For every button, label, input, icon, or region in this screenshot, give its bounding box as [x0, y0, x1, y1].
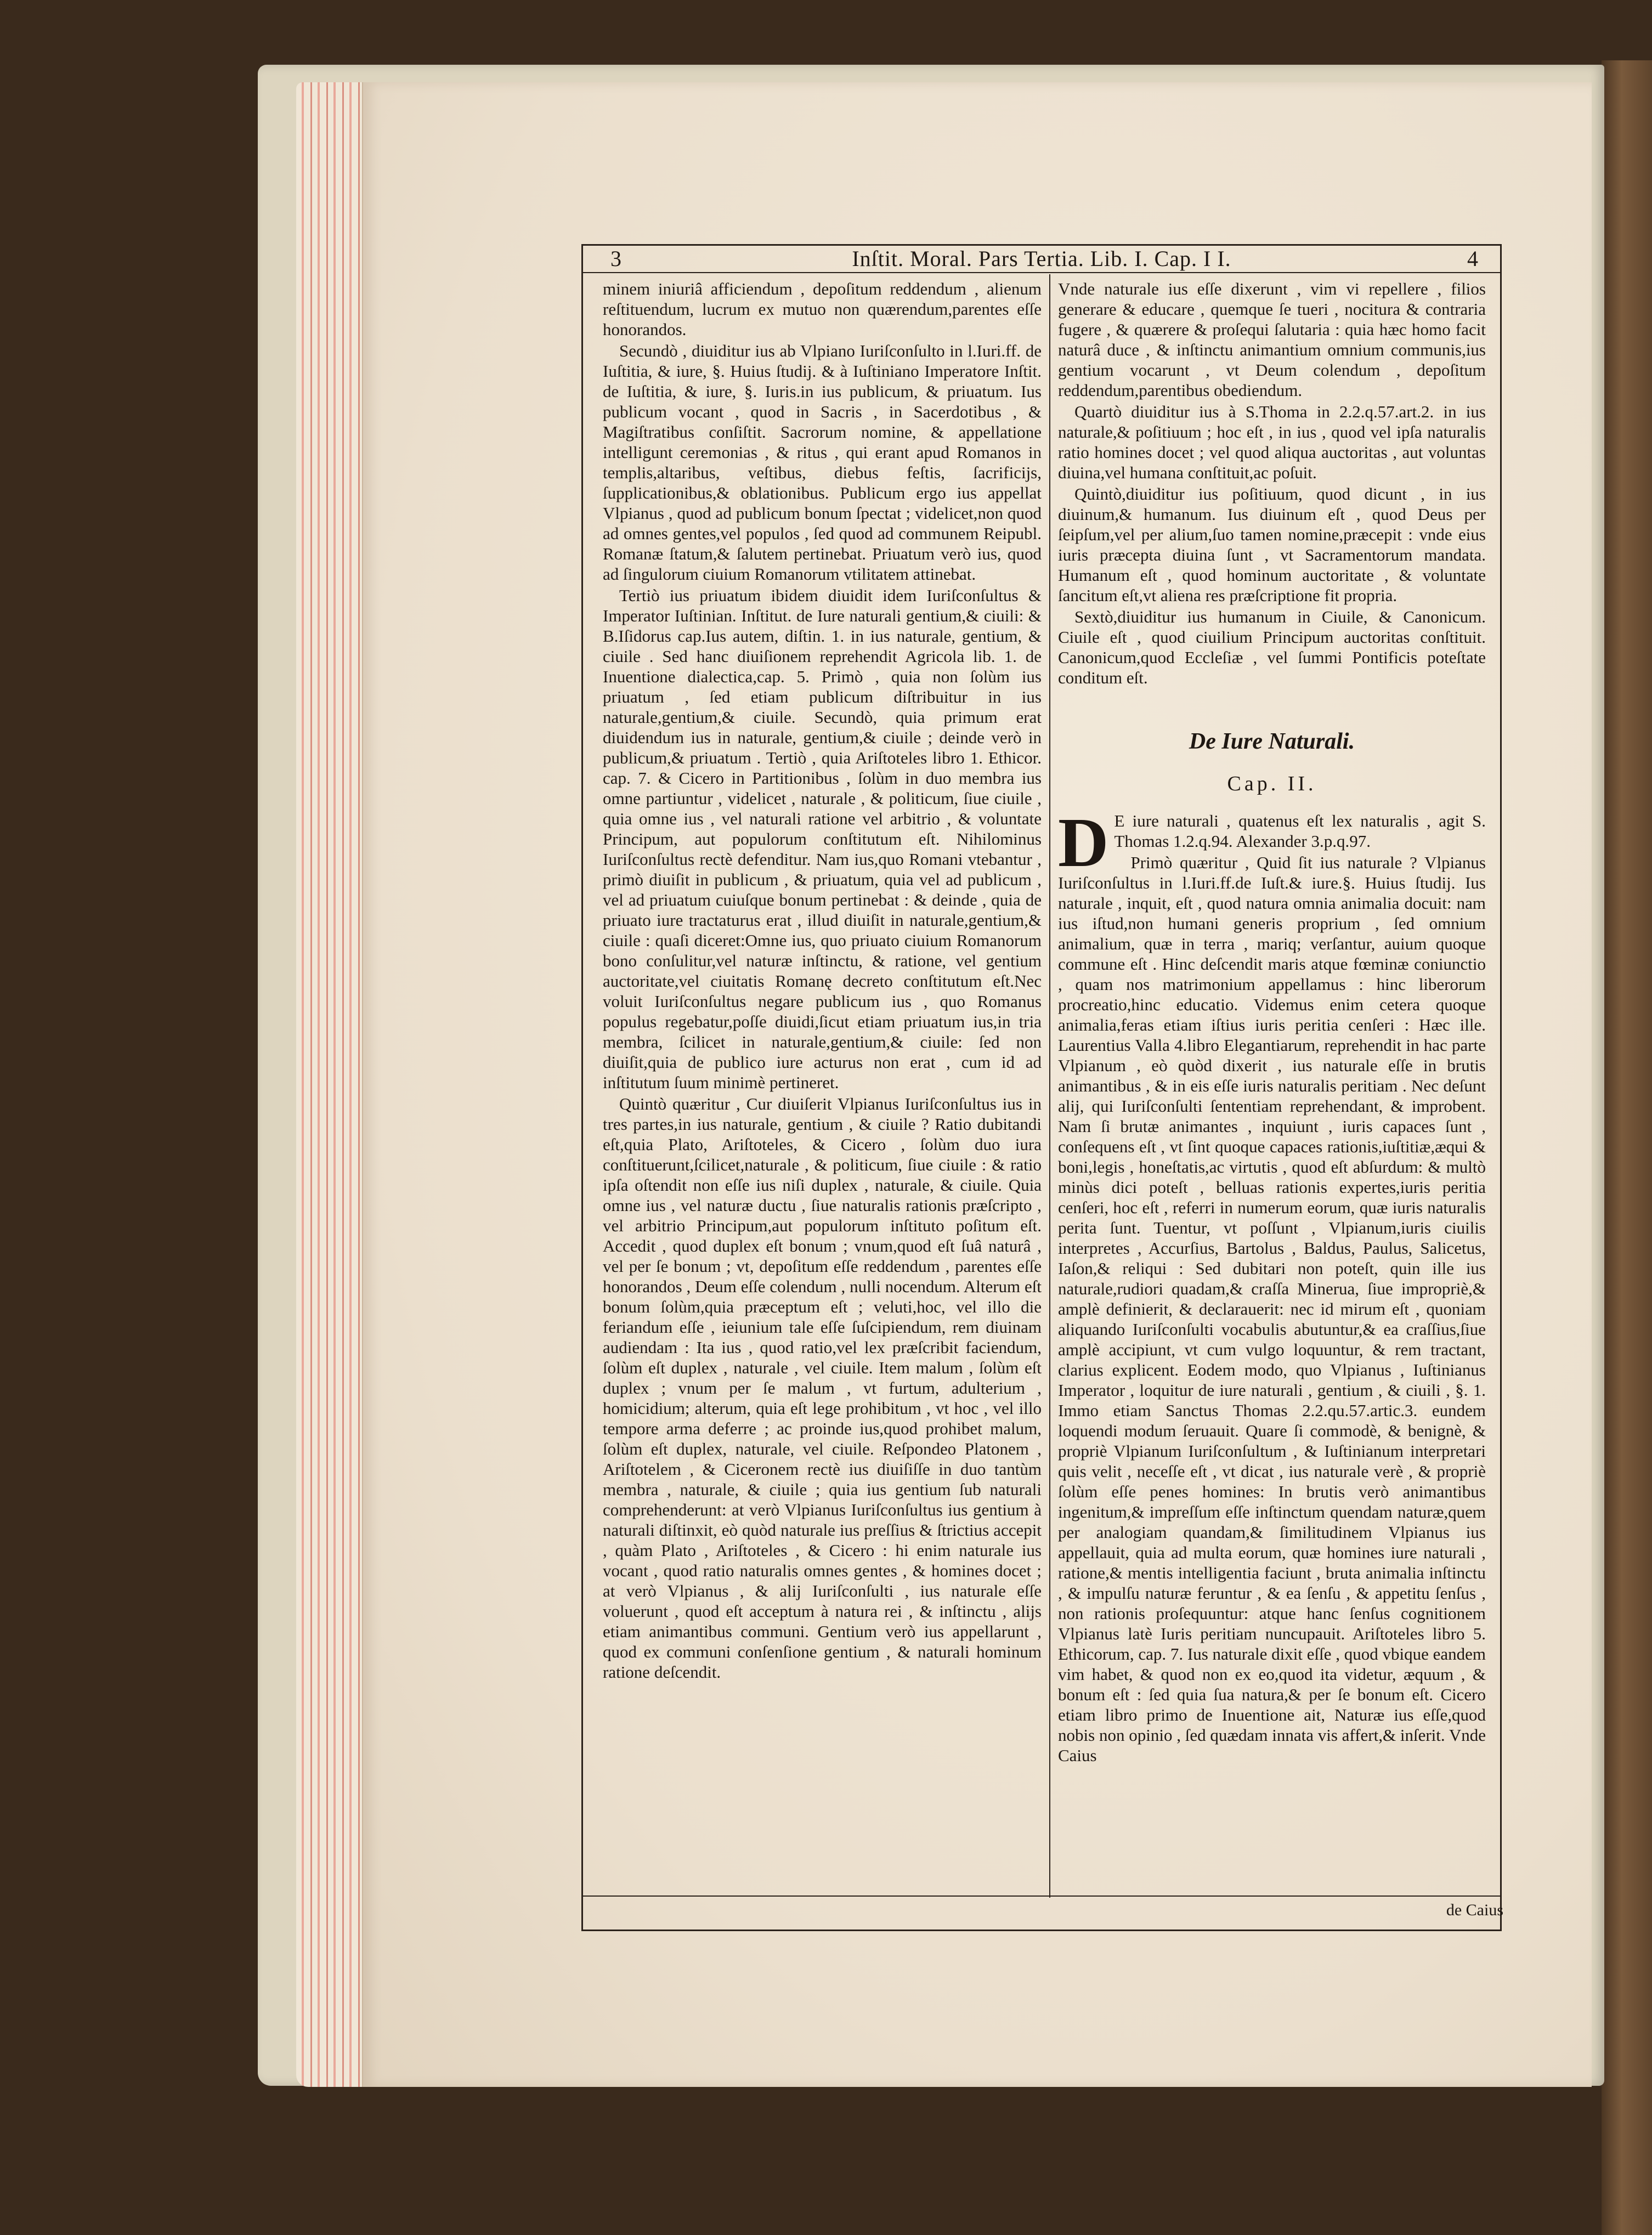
paragraph: Vnde naturale ius eſſe dixerunt , vim vi repellere , filios generare & educare , quemque ſe tueri , nocitura & contraria fugere , & quærere & proſequi ſalutaria : quia hæc homo facit naturâ duce , & inſtinctu animantium omnium communis,ius gentium vocarunt , vt Deum colendum , depoſitum reddendum,parentibus obediendum. — [1058, 279, 1486, 400]
column-divider — [1049, 274, 1050, 1898]
paragraph: Secundò , diuiditur ius ab Vlpiano Iuriſconſulto in l.Iuri.ff. de Iuſtitia, & iure, §. Huius ſtudij. & à Iuſtiniano Imperatore Inſtit. de Iuſtitia, & iure, §. Iuris.in ius publicum, & priuatum. Ius publicum vocant , quod in Sacris , in Sacerdotibus , & Magiſtratibus conſiſtit. Sacrorum nomine, & appellatione intelligunt ceremonias , & ritus , qui erant apud Romanos in templis,altaribus, veſtibus, diebus feſtis, ſacrificijs, ſupplicationibus,& oblationibus. Publicum ergo ius appellat Vlpianus , quod ad publicum bonum ſpectat ; videlicet,non quod ad omnes gentes,vel populos , ſed quod ad communem Reipubl. Romanæ ſtatum,& ſalutem pertinebat. Priuatum verò ius, quod ad ſingulorum ciuium Romanorum vtilitatem attinebat. — [603, 341, 1042, 584]
bottom-rule — [583, 1895, 1500, 1897]
paragraph: Quartò diuiditur ius à S.Thoma in 2.2.q.57.art.2. in ius naturale,& poſitiuum ; hoc eſt , in ius , quod vel ipſa naturalis ratio homines docet ; vel quod aliqua auctoritas , aut voluntas diuina,vel humana conſtituit,ac poſuit. — [1058, 402, 1486, 482]
paragraph: Primò quæritur , Quid ſit ius naturale ? Vlpianus Iuriſconſultus in l.Iuri.ff.de Iuſt.& iure.§. Huius ſtudij. Ius naturale , inquit, eſt , quod natura omnia animalia docuit: nam ius iſtud,non humani generis proprium , ſed omnium animalium, quæ in terra , mariq; verſantur, auium quoque commune eſt . Hinc deſcendit maris atque fœminæ coniunctio , quam nos matrimonium appellamus : hinc liberorum procreatio,hinc educatio. Videmus enim cetera quoque animalia,feras etiam iſtius iuris peritia cenſeri : Hæc ille. Laurentius Valla 4.libro Elegantiarum, reprehendit in hac parte Vlpianum , eò quòd dixerit , ius naturale eſſe in brutis animantibus , & in eis eſſe iuris naturalis peritiam . Nec deſunt alij, qui Iuriſconſulti ſententiam reprehendant, & improbent. Nam ſi brutæ animantes , inquiunt , iuris capaces ſunt , conſequens eſt , vt ſint quoque capaces rationis,iuſtitiæ,æqui & boni,legis , honeſtatis,ac virtutis , quod eſt abſurdum: & multò minùs dici poteſt , belluas rationis expertes,iuris peritia cenſeri, hoc eſt , referri in numerum eorum, quæ iuris naturalis perita ſunt. Tuentur, vt poſſunt , Vlpianum,iuris ciuilis interpretes , Accurſius, Bartolus , Baldus, Paulus, Salicetus, Iaſon,& reliqui : Sed dubitari non poteſt, quin ille ius naturale,rudiori quadam,& craſſa Minerua, ſiue impropriè,& amplè definierit, & declarauerit: nec id mirum eſt , quoniam aliquando Iuriſconſulti vocabulis abutuntur,& ea craſſius,ſiue amplè accipiunt, vt cum vulgo loquuntur, & rem tractant, clarius explicent. Eodem modo, quo Vlpianus , Iuſtinianus Imperator , loquitur de iure naturali , gentium , & ciuili , §. 1. Immo etiam Sanctus Thomas 2.2.qu.57.artic.3. eundem loquendi modum ſeruauit. Quare ſi commodè, & benignè, & propriè Vlpianum Iuriſconſultum , & Iuſtinianum interpretari quis velit , neceſſe eſt , vt dicat , ius naturale verè , & propriè ſolùm eſſe penes homines: In brutis verò animantibus ingenitum,& impreſſum eſſe inſtinctum quendam naturæ,quem per analogiam quandam,& ſimilitudinem Vlpianus ius appellauit, quia ad multa eorum, quæ homines iure naturali , ratione,& mentis intelligentia faciunt , bruta animalia inſtinctu , & impulſu naturæ feruntur , & ea ſenſu , & appetitu ſenſus , non rationis proſequuntur: atque hanc ſenſus cognitionem Vlpianus latè Iuris peritiam nuncupauit. Ariſtoteles libro 5. Ethicorum, cap. 7. Ius naturale dixit eſſe , quod vbique eandem vim habet, & quod non ex eo,quod ita videtur, æquum , & bonum eſt : ſed quia ſua natura,& per ſe bonum eſt. Cicero etiam libro primo de Inuentione ait, Naturæ ius eſſe,quod nobis non opinio , ſed quædam innata vis affert,& inſerit. Vnde Caius — [1058, 853, 1486, 1765]
running-head-title: Inſtit. Moral. Pars Tertia. Lib. I. Cap. I I. — [852, 246, 1231, 271]
chapter-opening-paragraph — [1058, 804, 1486, 881]
running-head — [583, 246, 1500, 273]
left-page-number: 3 — [610, 246, 621, 271]
dropcap: D — [1058, 804, 1109, 881]
paragraph: Quintò,diuiditur ius poſitiuum, quod dicunt , in ius diuinum,& humanum. Ius diuinum eſt , quod Deus per ſeipſum,vel per alium,ſuo tamen nomine,præcepit : vnde eius iuris præcepta diuina ſunt , vt Sacramentorum mandata. Humanum eſt , quod hominum auctoritate , & voluntate ſancitum eſt,vt aliena res præſcriptione fit propria. — [1058, 484, 1486, 605]
right-column — [1058, 279, 1486, 1891]
paragraph: Sextò,diuiditur ius humanum in Ciuile, & Canonicum. Ciuile eſt , quod ciuilium Principum auctoritas conſtituit. Canonicum,quod Eccleſiæ , vel ſummi Pontificis poteſtate conditum eſt. — [1058, 607, 1486, 687]
text-frame — [581, 244, 1502, 1931]
right-page-number: 4 — [1467, 246, 1478, 271]
paragraph: minem iniuriâ afficiendum , depoſitum reddendum , alienum reſtituendum, lucrum ex mutuo non quærendum,parentes eſſe honorandos. — [603, 279, 1042, 339]
chapter-opening-text: E iure naturali , quatenus eſt lex naturalis , agit S. Thomas 1.2.q.94. Alexander 3.p.q.97. — [1114, 811, 1486, 851]
catchword: de Caius — [1446, 1901, 1503, 1919]
book-spine — [1602, 60, 1652, 2235]
left-column — [603, 279, 1042, 1891]
chapter-label: Cap. II. — [1227, 772, 1317, 795]
section-heading: De Iure Naturali. — [1189, 729, 1355, 754]
paragraph: Tertiò ius priuatum ibidem diuidit idem Iuriſconſultus & Imperator Iuſtinian. Inſtitut. de Iure naturali gentium,& ciuili: & B.Iſidorus cap.Ius autem, diſtin. 1. in ius naturale, gentium, & ciuile . Sed hanc diuiſionem reprehendit Agricola lib. 1. de Inuentione dialectica,cap. 5. Primò , quia non ſolùm ius priuatum , ſed etiam publicum diſtribuitur in ius naturale,gentium,& ciuile. Secundò, quia primum erat diuidendum ius in naturale, gentium,& ciuile ; deinde verò in publicum,& priuatum . Tertiò , quia Ariſtoteles libro 1. Ethicor. cap. 7. & Cicero in Partitionibus , ſolùm in duo membra ius omne partiuntur , videlicet , naturale , & politicum, ſiue ciuile , quia omne ius , vel naturali ratione vel arbitrio , & voluntate Principum, aut populorum conſtitutum eſt. Nihilominus Iuriſconſultus rectè defenditur. Nam ius,quo Romani vtebantur , primò diuiſit in publicum , & priuatum, quia vel ad publicum , vel ad priuatum cuiuſque bonum pertinebat : & deinde , quia de priuato iure tractaturus erat , illud diuiſit in naturale,gentium,& ciuile : quaſi diceret:Omne ius, quo priuato ciuium Romanorum bono conſulitur,vel naturæ inſtinctu, & ratione, vel gentium auctoritate,vel ciuitatis Romanę decreto conſtitutum eſt.Nec voluit Iuriſconſultus negare publicum ius , quo Romanus populus regebatur,poſſe diuidi,ſicut etiam priuatum ius,in tria membra, ſcilicet in naturale,gentium,& ciuile: ſed non diuiſit,quia de publico iure acturus non erat , cum id ad inſtitutum ſuum minimè pertineret. — [603, 586, 1042, 1092]
paragraph: Quintò quæritur , Cur diuiſerit Vlpianus Iuriſconſultus ius in tres partes,in ius naturale, gentium , & ciuile ? Ratio dubitandi eſt,quia Plato, Ariſtoteles, & Cicero , ſolùm duo iura conſtituerunt,ſcilicet,naturale , & politicum, ſiue ciuile : & ratio ipſa oſtendit non eſſe ius niſi duplex , naturale, & ciuile. Quia omne ius , vel naturæ ductu , ſiue naturalis rationis præſcripto , vel arbitrio Principum,aut populorum inſtituto poſitum eſt. Accedit , quod duplex eſt bonum ; vnum,quod eſt ſuâ naturâ , vel per ſe bonum ; vt, depoſitum eſſe reddendum , parentes eſſe honorandos , Deum eſſe colendum , nulli nocendum. Alterum eſt bonum ſolùm,quia præceptum eſt ; veluti,hoc, vel illo die feriandum eſſe , ieiunium tale eſſe ſuſcipiendum, rem diuinam audiendam : Ita ius , quod ratio,vel lex præſcribit faciendum, ſolùm eſt duplex , naturale , vel ciuile. Item malum , ſolùm eſt duplex ; vnum per ſe malum , vt furtum, adulterium , homicidium; alterum, quia eſt lege prohibitum , vt hoc , vel illo tempore arma deferre ; ac proinde ius,quod prohibet malum, ſolùm eſt duplex, naturale, vel ciuile. Reſpondeo Platonem , Ariſtotelem , & Ciceronem rectè ius diuiſiſſe in duo tantùm membra , naturale, & ciuile ; quia ius gentium ſub naturali comprehenderunt: at verò Vlpianus Iuriſconſultus ius gentium à naturali diſtinxit, eò quòd naturale ius preſſius & ſtrictius accepit , quàm Plato , Ariſtoteles , & Cicero : hi enim naturale ius vocant , quod ratio naturalis omnes gentes , & homines docet ; at verò Vlpianus , & alij Iuriſconſulti , ius naturale eſſe voluerunt , quod eſt acceptum à natura rei , & inſtinctu , alijs etiam animantibus communi. Gentium verò ius appellarunt , quod ex communi conſenſione gentium , & naturali hominum ratione deſcendit. — [603, 1094, 1042, 1682]
